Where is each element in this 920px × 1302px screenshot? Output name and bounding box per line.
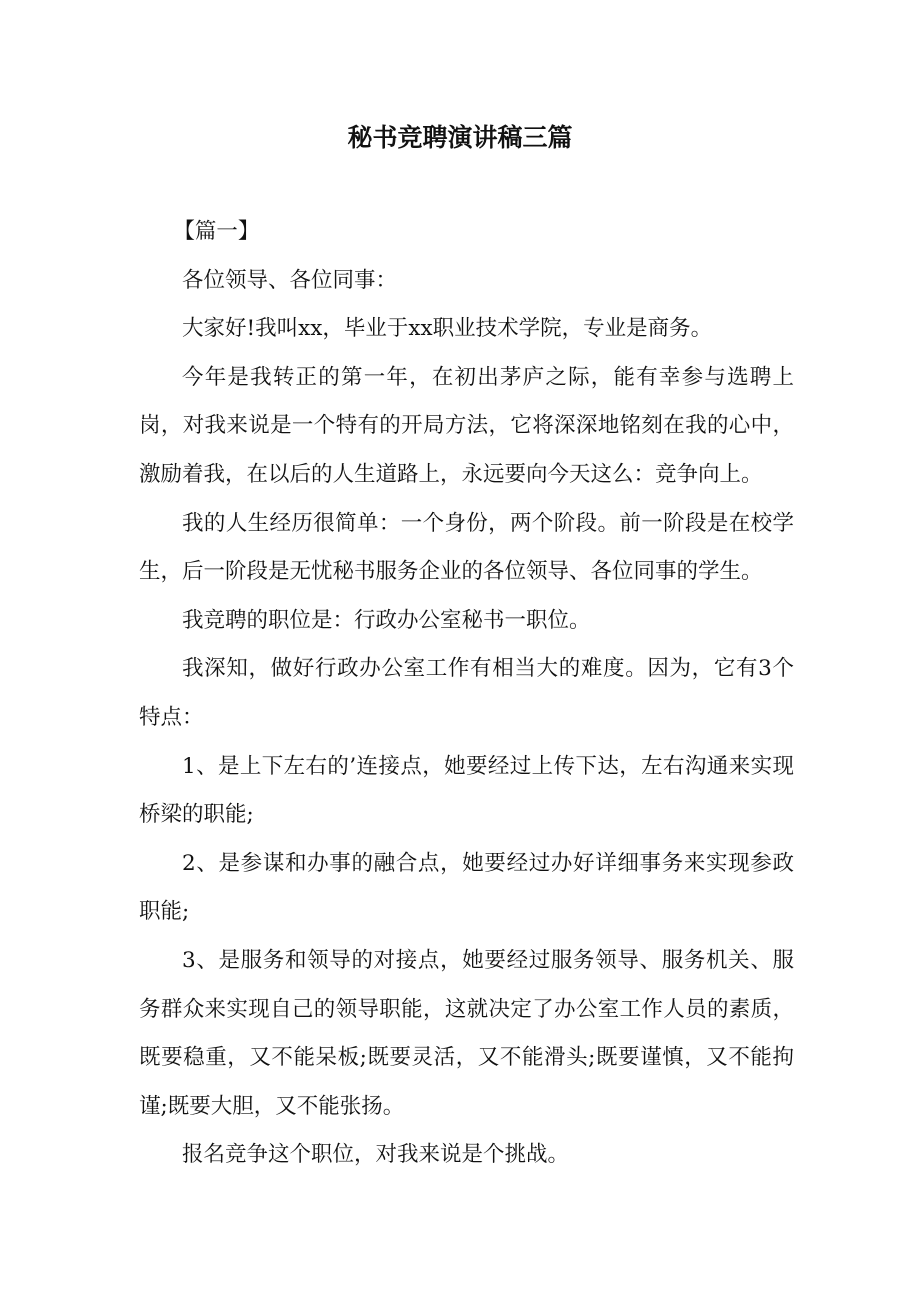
paragraph: 今年是我转正的第一年，在初出茅庐之际，能有幸参与选聘上岗，对我来说是一个特有的开局方法，它将深深地铭刻在我的心中，激励着我，在以后的人生道路上，永远要向今天这么：竞争向上。 xyxy=(139,364,794,487)
paragraph: 我的人生经历很简单：一个身份，两个阶段。前一阶段是在校学生，后一阶段是无忧秘书服务企业的各位领导、各位同事的学生。 xyxy=(139,510,794,585)
paragraph: 3、是服务和领导的对接点，她要经过服务领导、服务机关、服务群众来实现自己的领导职能，这就决定了办公室工作人员的素质，既要稳重，又不能呆板;既要灵活，又不能滑头;既要谨慎，又不能拘谨;既要大胆，又不能张扬。 xyxy=(139,947,794,1119)
paragraph: 各位领导、各位同事： xyxy=(182,267,398,293)
document-body xyxy=(139,208,794,1180)
paragraph: 我竞聘的职位是：行政办公室秘书一职位。 xyxy=(182,607,591,633)
paragraph: 2、是参谋和办事的融合点，她要经过办好详细事务来实现参政职能; xyxy=(139,850,794,925)
paragraph: 1、是上下左右的’连接点，她要经过上传下达，左右沟通来实现桥梁的职能; xyxy=(139,753,794,828)
document-title: 秘书竞聘演讲稿三篇 xyxy=(347,123,573,152)
paragraph: 报名竞争这个职位，对我来说是个挑战。 xyxy=(182,1142,570,1168)
section-heading: 【篇一】 xyxy=(173,219,260,244)
paragraph: 我深知，做好行政办公室工作有相当大的难度。因为，它有3个特点： xyxy=(139,656,794,730)
paragraph: 大家好!我叫xx，毕业于xx职业技术学院，专业是商务。 xyxy=(182,316,713,342)
